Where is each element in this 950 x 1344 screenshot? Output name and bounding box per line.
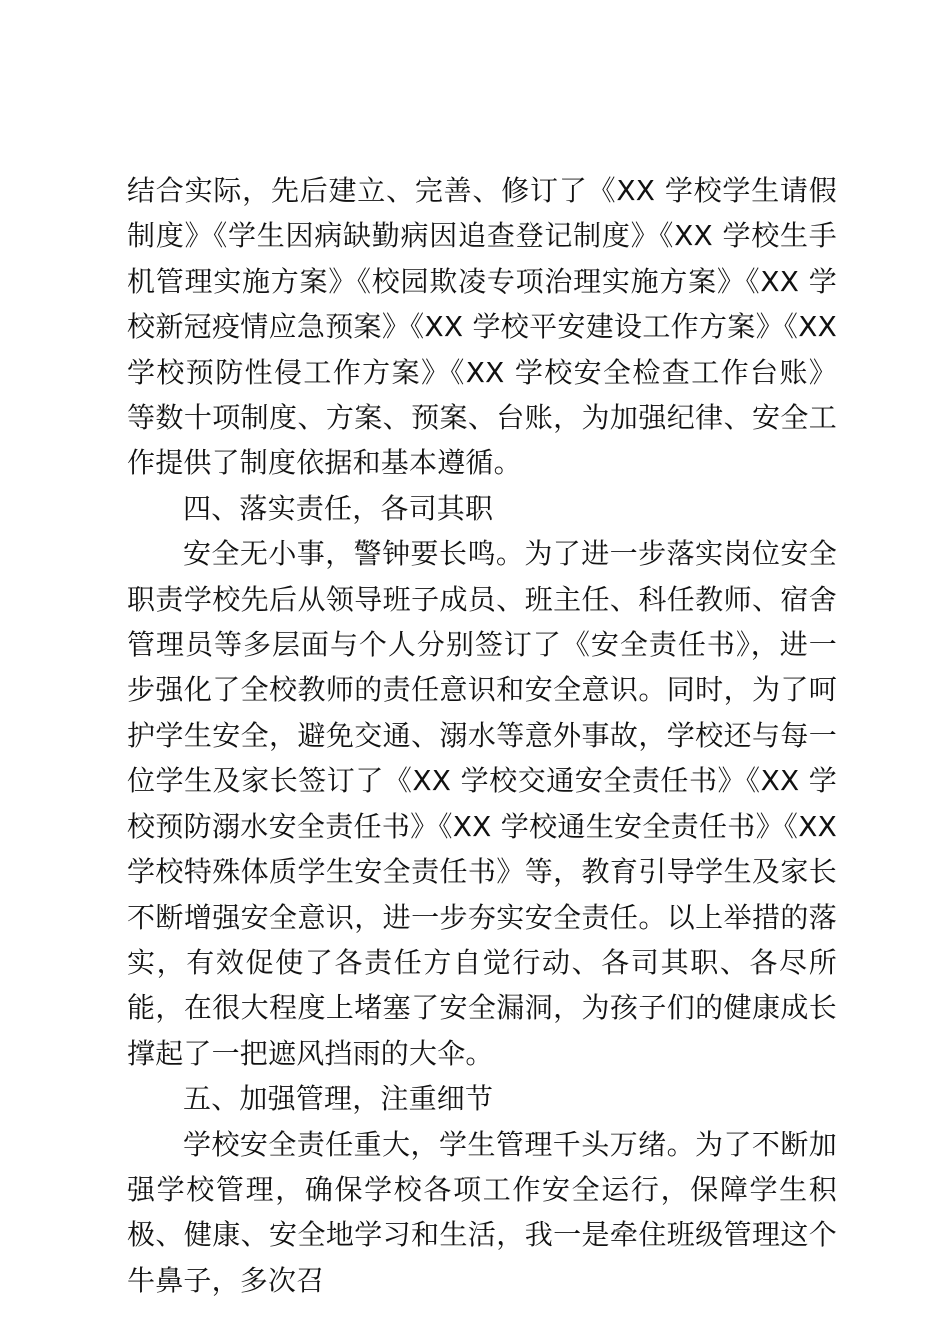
- paragraph-management: 学校安全责任重大，学生管理千头万绪。为了不断加强学校管理，确保学校各项工作安全运行，保障学生积极、健康、安全地学习和生活，我一是牵住班级管理这个牛鼻子，多次召: [127, 1127, 837, 1297]
- paragraph-regulations: 结合实际，先后建立、完善、修订了《XX 学校学生请假制度》《学生因病缺勤病因追查登记制度》《XX 学校生手机管理实施方案》《校园欺凌专项治理实施方案》《XX 学校新冠疫情应急预案》《XX 学校平安建设工作方案》《XX 学校预防性侵工作方案》《XX 学校安全检查工作台账》等数十项制度、方案、预案、台账，为加强纪律、安全工作提供了制度依据和基本遵循。: [127, 174, 837, 480]
- paragraph-responsibility: 安全无小事，警钟要长鸣。为了进一步落实岗位安全职责学校先后从领导班子成员、班主任、科任教师、宿舍管理员等多层面与个人分别签订了《安全责任书》，进一步强化了全校教师的责任意识和安全意识。同时，为了呵护学生安全，避免交通、溺水等意外事故，学校还与每一位学生及家长签订了《XX 学校交通安全责任书》《XX 学校预防溺水安全责任书》《XX 学校通生安全责任书》《XX 学校特殊体质学生安全责任书》等，教育引导学生及家长不断增强安全意识，进一步夯实安全责任。以上举措的落实，有效促使了各责任方自觉行动、各司其职、各尽所能，在很大程度上堵塞了安全漏洞，为孩子们的健康成长撑起了一把遮风挡雨的大伞。: [127, 537, 837, 1070]
- section-heading-four: 四、落实责任，各司其职: [183, 491, 494, 525]
- document-body: [127, 168, 837, 1303]
- section-heading-five: 五、加强管理，注重细节: [183, 1082, 494, 1116]
